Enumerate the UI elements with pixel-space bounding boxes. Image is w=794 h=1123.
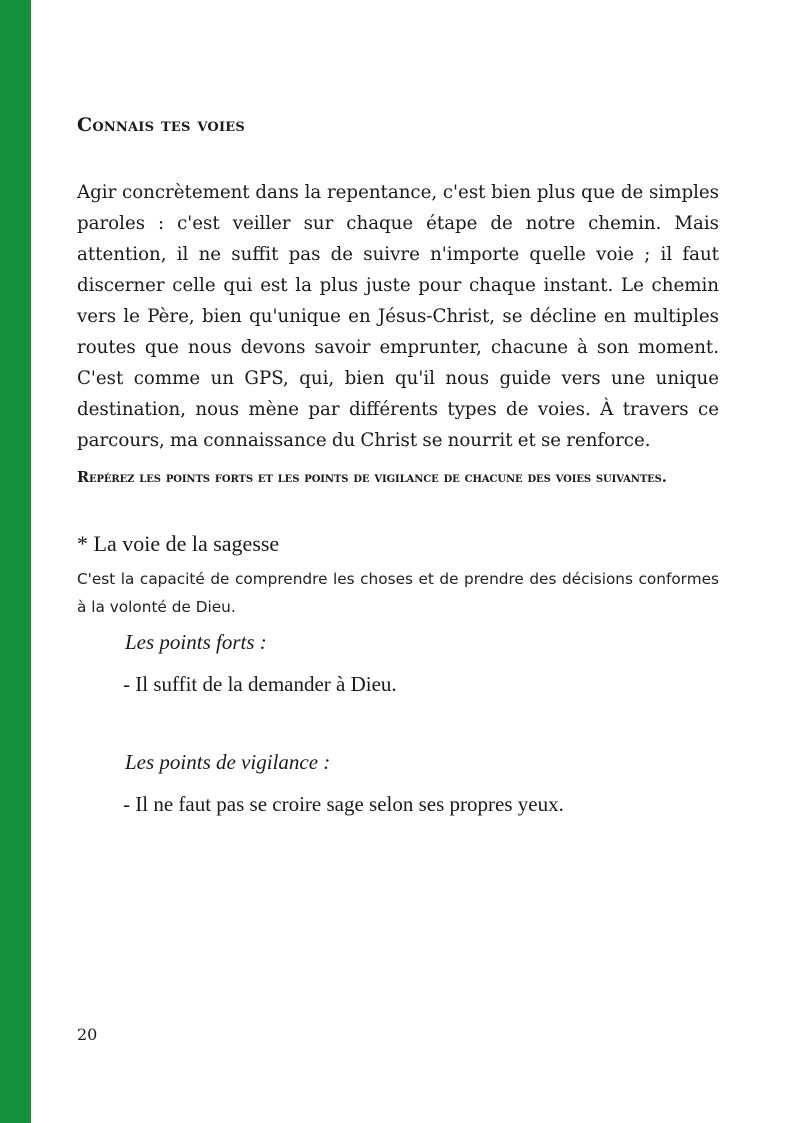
instruction-heading: Repérez les points forts et les points de vigilance de chacune des voies suivantes. — [77, 469, 667, 486]
strong-points-label: Les points forts : — [125, 630, 267, 654]
vigilance-points-label: Les points de vigilance : — [125, 750, 331, 774]
strong-point-item: - Il suffit de la demander à Dieu. — [123, 672, 397, 696]
intro-paragraph: Agir concrètement dans la repentance, c'est bien plus que de simples paroles : c'est veiller sur chaque étape de notre chemin. Mais attention, il ne suffit pas de suivre n'importe quelle voie ; il faut discerner celle qui est la plus juste pour chaque instant. Le chemin vers le Père, bien qu'unique en Jésus-Christ, se décline en multiples routes que nous devons savoir emprunter, chacune à son moment. C'est comme un GPS, qui, bien qu'il nous guide vers une unique destination, nous mène par différents types de voies. À travers ce parcours, ma connaissance du Christ se nourrit et se renforce. — [77, 182, 719, 451]
page-title: Connais tes voies — [77, 114, 245, 136]
page-number: 20 — [77, 1025, 98, 1044]
voie-description: C'est la capacité de comprendre les choses et de prendre des décisions conformes à la volonté de Dieu. — [77, 570, 719, 616]
vigilance-point-item: - Il ne faut pas se croire sage selon ses propres yeux. — [123, 792, 564, 816]
green-side-bar — [0, 0, 31, 1123]
voie-title: * La voie de la sagesse — [77, 531, 280, 556]
